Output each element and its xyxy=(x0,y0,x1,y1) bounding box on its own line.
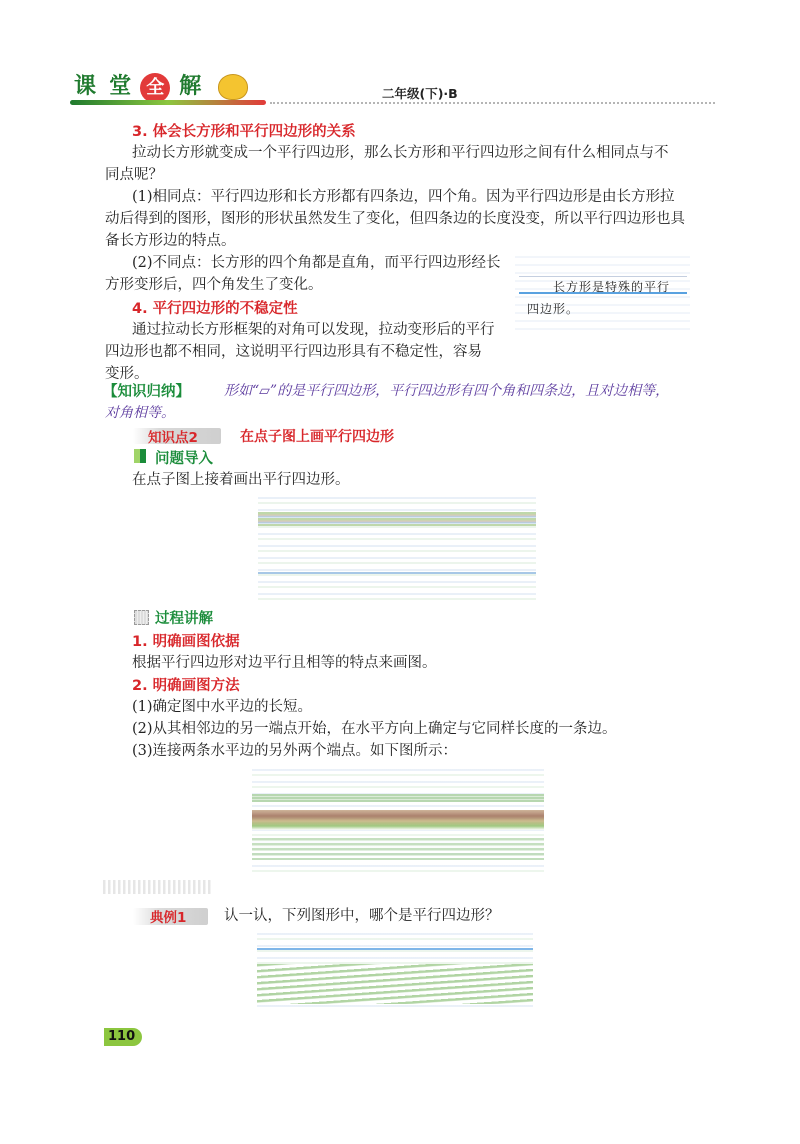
logo-char-4: 解 xyxy=(179,74,202,99)
step2-item1: (1)确定图中水平边的长短。 xyxy=(132,699,313,715)
step1-heading: 1. 明确画图依据 xyxy=(132,634,240,650)
section4-line2: 四边形也都不相同，这说明平行四边形具有不稳定性，容易 xyxy=(105,344,482,360)
note-box-top-line xyxy=(519,276,687,277)
summary-text-line1: 形如“▱”的是平行四边形，平行四边形有四个角和四条边，且对边相等， xyxy=(224,383,670,399)
drawing-steps-figure-band-mid xyxy=(252,810,544,830)
note-box xyxy=(515,250,690,332)
section4-line1: 通过拉动长方形框架的对角可以发现，拉动变形后的平行 xyxy=(132,322,495,338)
section3-diff-line1: (2)不同点：长方形的四个角都是直角，而平行四边形经长 xyxy=(132,255,501,271)
step1-text: 根据平行四边形对边平行且相等的特点来画图。 xyxy=(132,655,437,671)
logo-char-1: 课 xyxy=(73,74,96,99)
process-heading: 过程讲解 xyxy=(155,611,213,627)
logo-underline xyxy=(70,100,266,105)
dot-grid-figure-1-line-a xyxy=(258,572,536,574)
section3-intro-line1: 拉动长方形就变成一个平行四边形，那么长方形和平行四边形之间有什么相同点与不 xyxy=(132,145,669,161)
example-badge: 典例1 xyxy=(150,910,187,926)
dot-grid-figure-1-texture xyxy=(258,492,536,602)
header-dotted-rule xyxy=(270,102,715,104)
summary-text-line2: 对角相等。 xyxy=(105,405,175,421)
knowledge-point-badge: 知识点2 xyxy=(148,430,198,446)
section3-same-line1: (1)相同点：平行四边形和长方形都有四条边，四个角。因为平行四边形是由长方形拉 xyxy=(132,189,675,205)
bear-mascot-icon xyxy=(218,74,248,100)
example-text: 认一认，下列图形中，哪个是平行四边形？ xyxy=(224,908,500,924)
problem-intro-heading: 问题导入 xyxy=(155,451,213,467)
drawing-steps-figure xyxy=(252,764,544,872)
section3-same-line2: 动后得到的图形，图形的形状虽然发生了变化，但四条边的长度没变，所以平行四边形也具 xyxy=(105,211,685,227)
process-icon xyxy=(134,610,149,625)
header xyxy=(70,70,720,106)
shapes-figure-green-band xyxy=(257,964,533,1004)
grade-label: 二年级(下)·B xyxy=(382,86,458,101)
drawing-steps-figure-band-low xyxy=(252,838,544,860)
shapes-figure xyxy=(257,928,533,1010)
step2-heading: 2. 明确画图方法 xyxy=(132,678,240,694)
section4-heading: 4. 平行四边形的不稳定性 xyxy=(132,301,298,317)
logo-char-3: 全 xyxy=(140,73,170,103)
section3-diff-line2: 方形变形后，四个角发生了变化。 xyxy=(105,277,323,293)
step2-item3: (3)连接两条水平边的另外两个端点。如下图所示： xyxy=(132,743,458,759)
problem-intro-icon xyxy=(134,449,146,463)
step2-item2: (2)从其相邻边的另一端点开始，在水平方向上确定与它同样长度的一条边。 xyxy=(132,721,617,737)
dot-grid-figure-1-band xyxy=(258,512,536,526)
separator-decoration xyxy=(103,880,211,894)
section3-same-line3: 备长方形边的特点。 xyxy=(105,233,236,249)
section4-line3: 变形。 xyxy=(105,366,149,382)
summary-label: 【知识归纳】 xyxy=(103,384,190,400)
dot-grid-figure-1 xyxy=(258,492,536,602)
problem-intro-text: 在点子图上接着画出平行四边形。 xyxy=(132,472,350,488)
logo-char-2: 堂 xyxy=(109,74,132,99)
note-box-line2: 四边形。 xyxy=(527,302,580,316)
shapes-figure-blue-line xyxy=(257,948,533,950)
page-number: 110 xyxy=(108,1029,136,1044)
section3-intro-line2: 同点呢？ xyxy=(105,167,163,183)
knowledge-point-title: 在点子图上画平行四边形 xyxy=(240,429,394,445)
drawing-steps-figure-band-top xyxy=(252,794,544,802)
section3-heading: 3. 体会长方形和平行四边形的关系 xyxy=(132,124,356,140)
logo xyxy=(70,72,270,104)
note-box-line1: 长方形是特殊的平行 xyxy=(553,280,671,294)
